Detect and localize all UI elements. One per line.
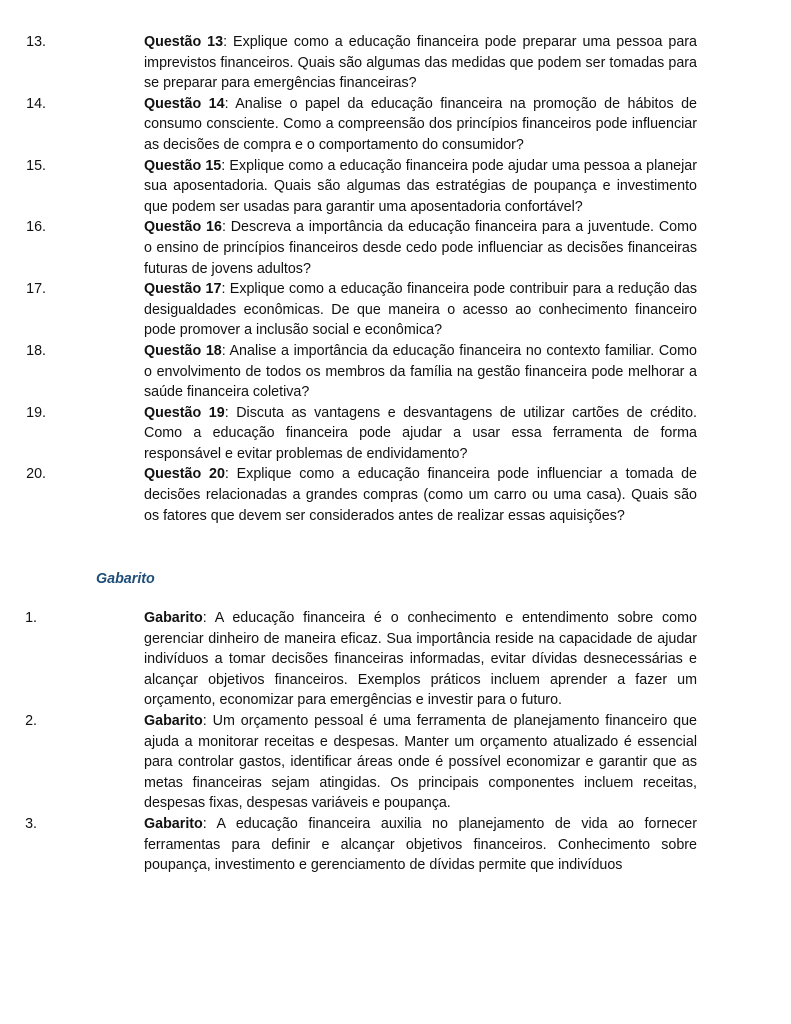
question-label: Questão 13 xyxy=(144,34,224,50)
question-body: : Descreva a importância da educação financeira para a juventude. Como o ensino de princípios financeiros desde cedo pode influenciar as decisões financeiras futuras de jovens adultos? xyxy=(144,219,697,277)
question-text xyxy=(144,32,697,94)
list-number: 1. xyxy=(25,610,37,626)
question-label: Questão 18 xyxy=(144,342,222,359)
answer-item-2 xyxy=(0,711,697,814)
questions-list xyxy=(0,32,791,526)
answer-text xyxy=(144,608,697,711)
question-item-18 xyxy=(0,341,697,403)
answer-label: Gabarito xyxy=(144,610,203,626)
list-number: 13. xyxy=(26,34,46,50)
list-number: 2. xyxy=(25,712,37,729)
question-item-16 xyxy=(0,217,697,279)
answers-list xyxy=(0,608,791,876)
answer-label: Gabarito xyxy=(144,815,203,832)
question-text xyxy=(144,156,697,218)
question-body: : Explique como a educação financeira pode ajudar uma pessoa a planejar sua aposentadoria. Quais são algumas das estratégias de poupança e investimento que podem ser usadas para garantir uma aposentadoria confortável? xyxy=(144,157,697,215)
question-item-13 xyxy=(0,32,697,94)
answer-text xyxy=(144,711,697,814)
question-text xyxy=(144,279,697,341)
question-label: Questão 14 xyxy=(144,95,225,112)
question-item-14 xyxy=(0,94,697,156)
question-text xyxy=(144,217,697,279)
question-body: : Explique como a educação financeira pode contribuir para a redução das desigualdades econômicas. De que maneira o acesso ao conhecimento financeiro pode promover a inclusão social e econômica? xyxy=(144,281,697,339)
question-label: Questão 16 xyxy=(144,219,222,236)
question-item-15 xyxy=(0,156,697,218)
answer-text xyxy=(144,814,697,876)
list-number: 15. xyxy=(26,157,46,174)
question-item-20 xyxy=(0,464,697,526)
answer-item-1 xyxy=(0,608,697,711)
question-label: Questão 15 xyxy=(144,157,222,174)
question-label: Questão 19 xyxy=(144,404,225,421)
question-body: : Explique como a educação financeira pode influenciar a tomada de decisões relacionadas a grandes compras (como um carro ou uma casa). Quais são os fatores que devem ser considerados antes de realizar essas aquisições? xyxy=(144,466,697,524)
answer-body: : A educação financeira auxilia no planejamento de vida ao fornecer ferramentas para definir e alcançar objetivos financeiros. Conhecimento sobre poupança, investimento e gerenciamento de dívidas permite que indivíduos xyxy=(144,815,697,874)
list-number: 16. xyxy=(26,219,46,236)
question-label: Questão 20 xyxy=(144,466,225,483)
question-text xyxy=(144,464,697,526)
list-number: 18. xyxy=(26,342,46,359)
list-number: 3. xyxy=(25,815,37,832)
answer-body: : Um orçamento pessoal é uma ferramenta de planejamento financeiro que ajuda a monitorar receitas e despesas. Manter um orçamento atualizado é essencial para controlar gastos, identificar áreas onde é possível economizar e garantir que as metas financeiras sejam atingidas. Os principais componentes incluem receitas, despesas fixas, despesas variáveis e poupança. xyxy=(144,712,697,812)
list-number: 17. xyxy=(26,281,46,298)
question-label: Questão 17 xyxy=(144,281,222,298)
question-text xyxy=(144,341,697,403)
question-text xyxy=(144,403,697,465)
question-item-19 xyxy=(0,403,697,465)
answer-body: : A educação financeira é o conhecimento e entendimento sobre como gerenciar dinheiro de maneira eficaz. Sua importância reside na capacidade de ajudar indivíduos a tomar decisões financeiras informadas, evitar dívidas desnecessárias e alcançar objetivos financeiros. Exemplos práticos incluem aprender a fazer um orçamento, economizar para emergências e investir para o futuro. xyxy=(144,610,697,709)
question-text xyxy=(144,94,697,156)
answer-item-3 xyxy=(0,814,697,876)
list-number: 20. xyxy=(26,466,46,483)
question-body: : Analise a importância da educação financeira no contexto familiar. Como o envolvimento de todos os membros da família na gestão financeira pode melhorar a saúde financeira coletiva? xyxy=(144,342,697,401)
question-body: : Discuta as vantagens e desvantagens de utilizar cartões de crédito. Como a educação financeira pode ajudar a usar essa ferramenta de forma responsável e evitar problemas de endividamento? xyxy=(144,404,698,462)
answer-label: Gabarito xyxy=(144,712,203,729)
list-number: 19. xyxy=(26,404,46,421)
question-body: : Analise o papel da educação financeira na promoção de hábitos de consumo consciente. Como a compreensão dos princípios financeiros pode influenciar as decisões de compra e o comportamento do consumidor? xyxy=(144,95,698,153)
gabarito-heading: Gabarito xyxy=(96,571,155,587)
question-item-17 xyxy=(0,279,697,341)
list-number: 14. xyxy=(26,95,46,112)
question-body: : Explique como a educação financeira pode preparar uma pessoa para imprevistos financeiros. Quais são algumas das medidas que podem ser tomadas para se preparar para emergências financeiras? xyxy=(144,34,697,92)
